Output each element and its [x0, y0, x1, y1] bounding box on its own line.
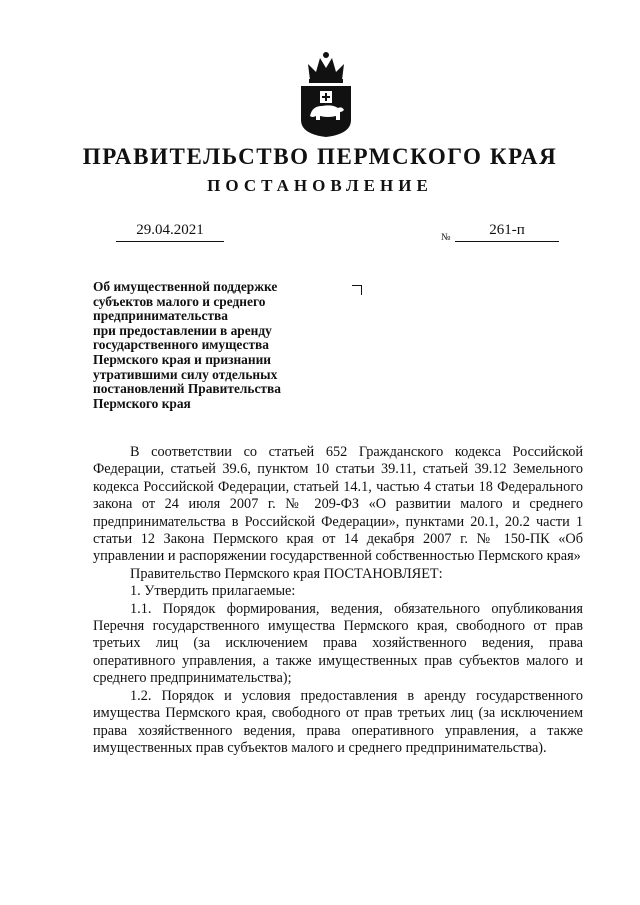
body-paragraph: В соответствии со статьей 652 Гражданского кодекса Российской Федерации, статьей 39.6, пунктом 10 статьи 39.11, статьей 39.12 Земельного кодекса Российской Федерации, статьей 14.1, частью 4 статьи 18 Федерального закона от 24 июля 2007 г. № 209-ФЗ «О развитии малого и среднего предпринимательства в Российской Федерации», пунктами 20.1, 20.2 части 1 статьи 12 Закона Пермского края от 14 декабря 2007 г. № 150-ПК «Об управлении и распоряжении государственной собственностью Пермского края» [93, 444, 583, 565]
body-paragraph: 1.1. Порядок формирования, ведения, обязательного опубликования Перечня государственного имущества Пермского края, свободного от прав третьих лиц (за исключением права хозяйственного ведения, права оперативного управления, а также имущественных прав субъектов малого и среднего предпринимательства); [93, 600, 583, 687]
number-sign: № [441, 232, 451, 243]
document-subject: Об имущественной поддержке субъектов малого и среднего предпринимательства при предоставлении в аренду государственного имущества Пермского края и признании утратившими силу отдельных постановлений Правительства Пермского края [93, 279, 281, 411]
document-date: 29.04.2021 [116, 222, 224, 242]
document-body [93, 444, 583, 757]
corner-bracket-mark [352, 285, 362, 295]
body-paragraph: 1.2. Порядок и условия предоставления в аренду государственного имущества Пермского края, свободного от прав третьих лиц (за исключением права хозяйственного ведения, права оперативного управления, а также имущественных прав субъектов малого и среднего предпринимательства). [93, 687, 583, 756]
coat-of-arms-icon [298, 50, 354, 138]
body-paragraph: 1. Утвердить прилагаемые: [130, 583, 296, 600]
government-title: ПРАВИТЕЛЬСТВО ПЕРМСКОГО КРАЯ [82, 144, 558, 169]
document-number: 261-п [455, 222, 559, 242]
body-paragraph: Правительство Пермского края ПОСТАНОВЛЯЕТ: [130, 565, 443, 582]
document-type: ПОСТАНОВЛЕНИЕ [207, 176, 433, 195]
